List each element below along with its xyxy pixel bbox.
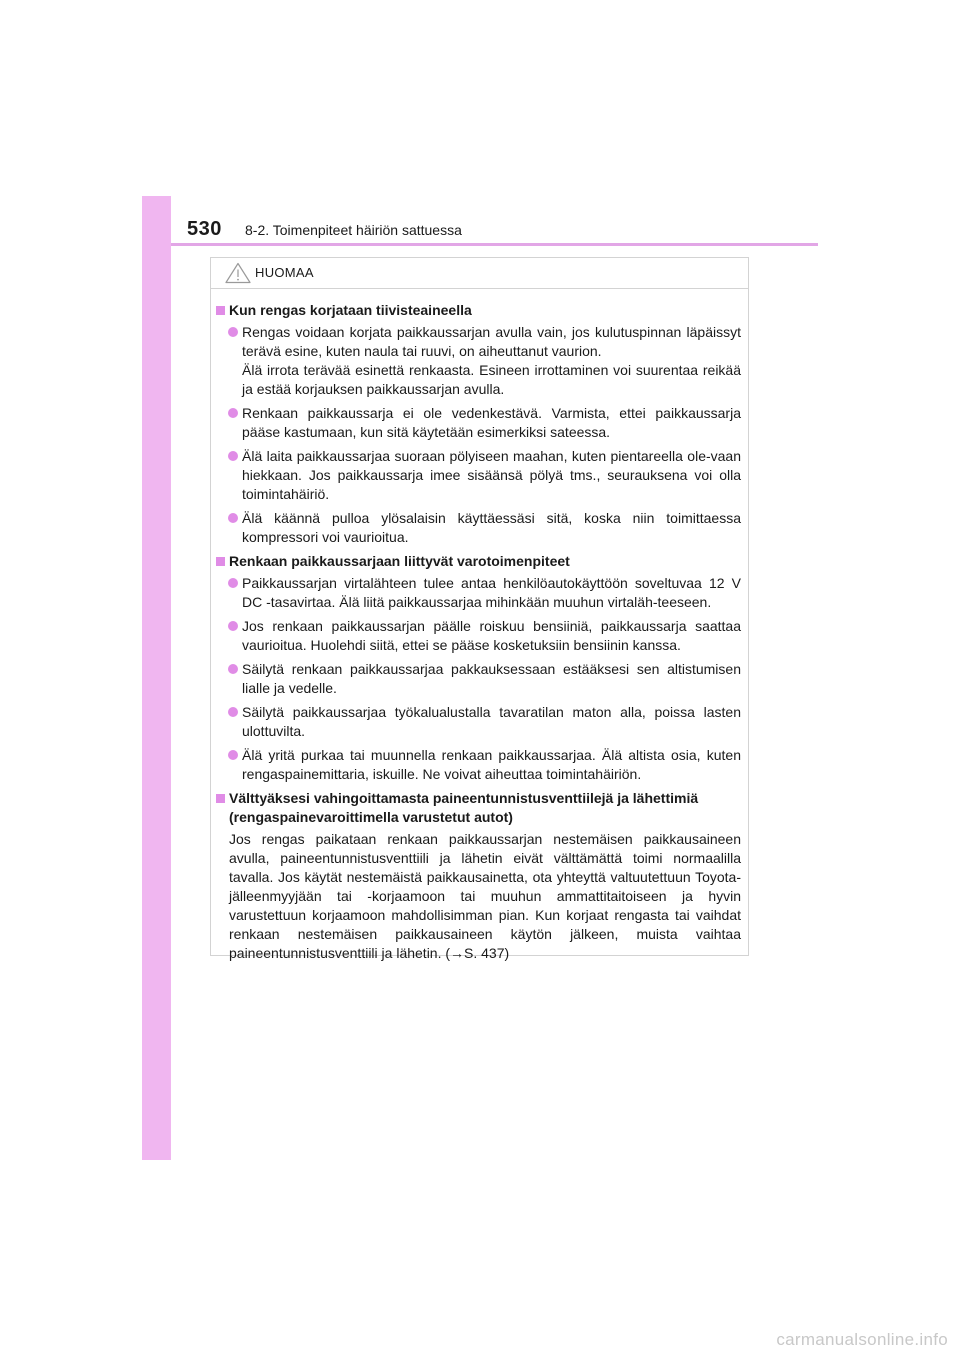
notice-section: [216, 789, 741, 963]
circle-bullet-icon: [228, 513, 242, 523]
square-bullet-icon: [216, 306, 225, 315]
watermark: carmanualsonline.info: [776, 1330, 948, 1349]
list-item: [216, 574, 741, 612]
list-item: [216, 746, 741, 784]
list-item: [216, 660, 741, 698]
square-bullet-icon: [216, 557, 225, 566]
item-text: Rengas voidaan korjata paikkaussarjan avulla vain, jos kulutuspinnan läpäissyt terävä esine, kuten naula tai ruuvi, on aiheuttanut vaurion.: [242, 324, 741, 359]
circle-bullet-icon: [228, 578, 242, 588]
chapter-side-band: [142, 196, 171, 1160]
item-text: Älä yritä purkaa tai muunnella renkaan paikkaussarjaa. Älä altista osia, kuten rengaspainemittaria, iskuille. Ne voivat aiheuttaa toimintahäiriön.: [242, 747, 741, 782]
section-title: Renkaan paikkaussarjaan liittyvät varotoimenpiteet: [216, 552, 741, 571]
header-divider: [171, 243, 818, 246]
list-item: [216, 617, 741, 655]
circle-bullet-icon: [228, 451, 242, 461]
chapter-title: 8-2. Toimenpiteet häiriön sattuessa: [245, 222, 462, 238]
item-text: Säilytä paikkaussarjaa työkalualustalla tavaratilan maton alla, poissa lasten ulottuvilta.: [242, 704, 741, 739]
list-item: [216, 509, 741, 547]
notice-header: [211, 258, 748, 289]
notice-label: HUOMAA: [255, 265, 314, 280]
item-text: Älä käännä pulloa ylösalaisin käyttäessäsi sitä, koska niin toimittaessa kompressori voi vaurioitua.: [242, 510, 741, 545]
item-text: Renkaan paikkaussarja ei ole vedenkestävä. Varmista, ettei paikkaussarja pääse kastumaan, kun sitä käytetään esimerkiksi sateessa.: [242, 405, 741, 440]
section-title: Välttyäksesi vahingoittamasta paineentunnistusventtiilejä ja lähettimiä (rengaspainevaroittimella varustetut autot): [216, 789, 741, 827]
circle-bullet-icon: [228, 664, 242, 674]
list-item: [216, 404, 741, 442]
list-item: [216, 447, 741, 504]
list-item: [216, 703, 741, 741]
list-item: [216, 323, 741, 399]
circle-bullet-icon: [228, 707, 242, 717]
item-text: Jos renkaan paikkaussarjan päälle roiskuu bensiiniä, paikkaussarja saattaa vaurioitua. Huolehdi siitä, ettei se pääse kosketuksiin bensiinin kanssa.: [242, 618, 741, 653]
warning-triangle-icon: [225, 262, 251, 284]
circle-bullet-icon: [228, 750, 242, 760]
notice-section: [216, 301, 741, 547]
section-paragraph: Jos rengas paikataan renkaan paikkaussarjan nestemäisen paikkausaineen avulla, paineentunnistusventtiili ja lähetin eivät välttämättä toimi normaalilla tavalla. Jos käytät nestemäistä paikkausainetta, ota yhteyttä valtuutettuun Toyota-jälleenmyyjään tai -korjaamoon tai muuhun ammattitaitoiseen ja hyvin varustettuun korjaamoon mahdollisimman pian. Kun korjaat rengasta tai vaihdat renkaan nestemäisen paikkausaineen käytön jälkeen, muista vaihtaa paineentunnistusventtiili ja lähetin. (→S. 437): [229, 831, 741, 961]
item-text: Säilytä renkaan paikkaussarjaa pakkauksessaan estääksesi sen altistumisen lialle ja vedelle.: [242, 661, 741, 696]
notice-body: [211, 289, 748, 963]
section-title: Kun rengas korjataan tiivisteaineella: [216, 301, 741, 320]
square-bullet-icon: [216, 794, 225, 803]
item-text: Älä laita paikkaussarjaa suoraan pölyiseen maahan, kuten pientareella ole-vaan hiekkaan. Jos paikkaussarja imee sisäänsä pölyä tms., seurauksena voi olla toimintahäiriö.: [242, 448, 741, 502]
item-text: Paikkaussarjan virtalähteen tulee antaa henkilöautokäyttöön soveltuvaa 12 V DC -tasavirtaa. Älä liitä paikkaussarjaa mihinkään muuhun virtaläh-teeseen.: [242, 575, 741, 610]
circle-bullet-icon: [228, 621, 242, 631]
item-text: Älä irrota terävää esinettä renkaasta. Esineen irrottaminen voi suurentaa reikää ja estää korjauksen paikkaussarjan avulla.: [242, 362, 741, 397]
circle-bullet-icon: [228, 327, 242, 337]
notice-box: [210, 257, 749, 961]
notice-section: [216, 552, 741, 784]
circle-bullet-icon: [228, 408, 242, 418]
page-number: 530: [187, 218, 222, 240]
